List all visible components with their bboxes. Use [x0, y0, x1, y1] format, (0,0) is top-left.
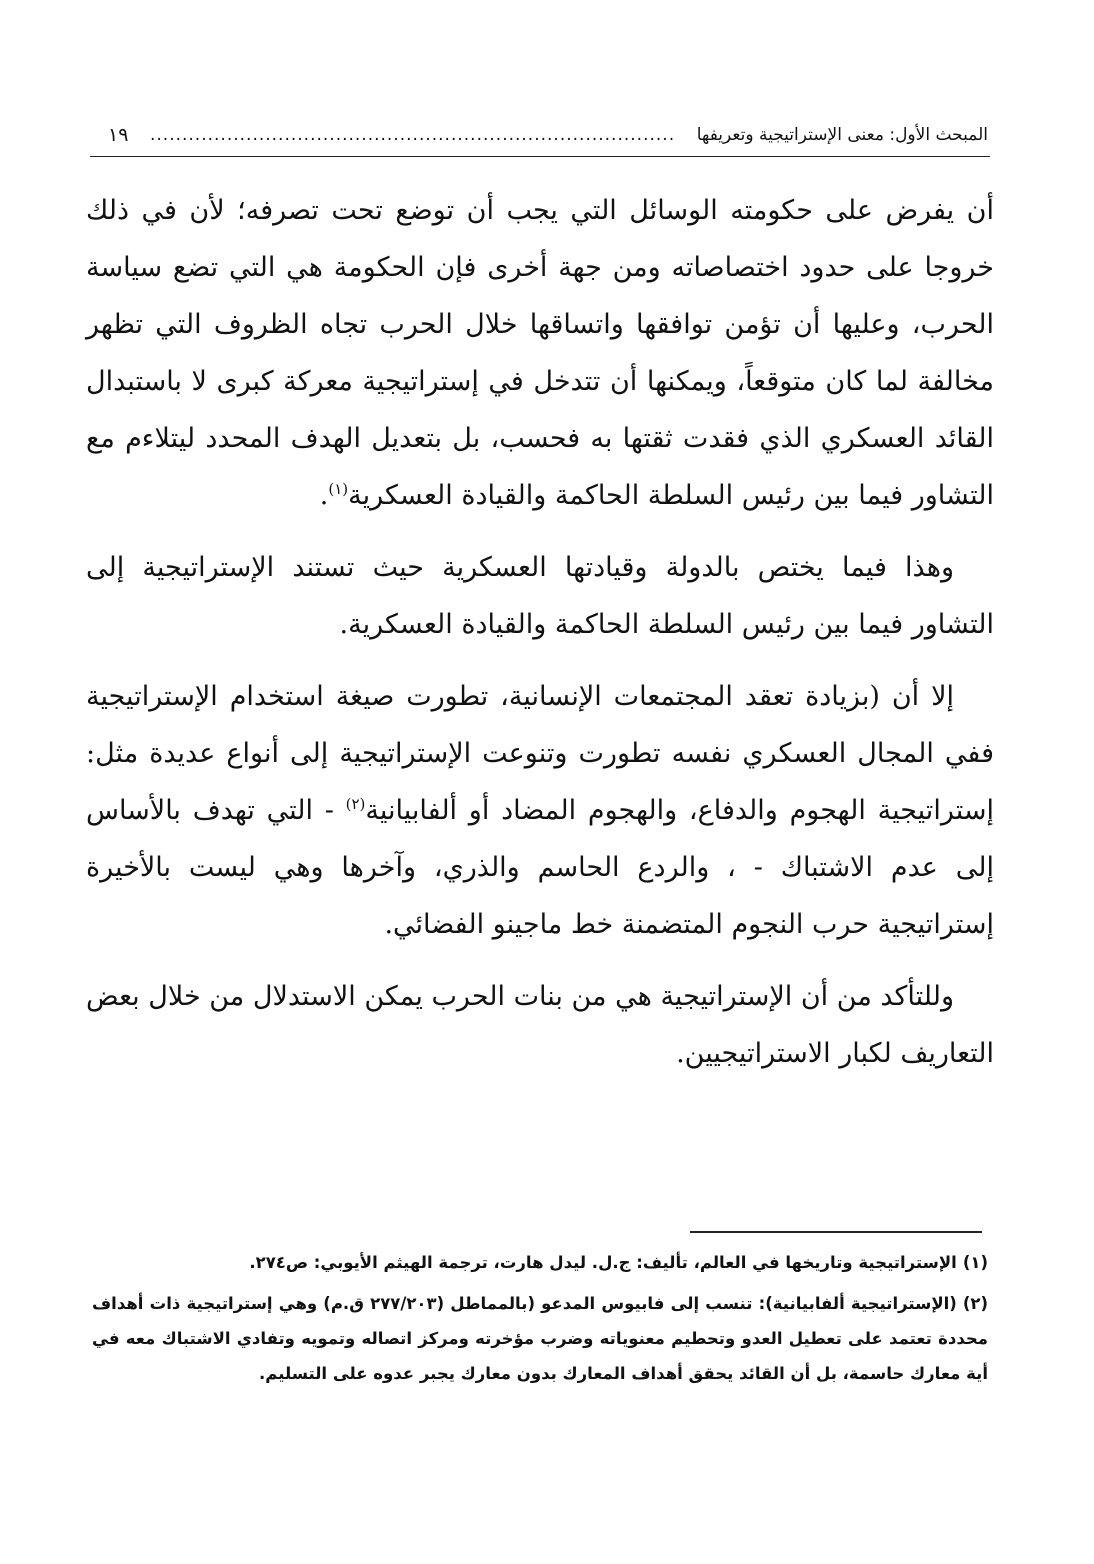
footnote-ref-2[interactable]: (٢)	[345, 795, 366, 813]
footnote-1	[92, 1245, 988, 1280]
paragraph-1	[86, 182, 994, 524]
paragraph-3-text-b: - التي تهدف بالأساس إلى عدم الاشتباك - ، والردع الحاسم والذري، وآخرها وهي ليست بالأخيرة إستراتيجية حرب النجوم المتضمنة خط ماجينو الفضائي.	[86, 795, 994, 940]
footnote-2-text: (الإستراتيجية ألفابيانية): تنسب إلى فابيوس المدعو (بالمماطل (٢٧٧/٢٠٣ ق.م) وهي	[278, 1294, 957, 1313]
paragraph-1-end: .	[319, 480, 329, 511]
paragraph-3-text-a: إلا أن (بزيادة تعقد المجتمعات الإنسانية، تطورت صيغة استخدام الإستراتيجية ففي المجال العسكري نفسه تطورت وتنوعت الإستراتيجية إلى أنواع عديدة مثل: إستراتيجية الهجوم والدفاع، والهجوم المضاد أو ألفابيانية	[86, 681, 994, 826]
main-text	[86, 182, 994, 1097]
footnote-ref-1[interactable]: (١)	[328, 480, 349, 498]
page-number: ١٩	[108, 124, 129, 146]
paragraph-1-text: أن يفرض على حكومته الوسائل التي يجب أن توضع تحت تصرفه؛ لأن في ذلك خروجا على حدود اختصاصاته ومن جهة أخرى فإن الحكومة هي التي تضع سياسة الحرب، وعليها أن تؤمن توافقها واتساقها خلال الحرب تجاه الظروف التي تظهر مخالفة لما كان متوقعاً، ويمكنها أن تتدخل في إستراتيجية معركة كبرى لا باستبدال القائد العسكري الذي فقدت ثقتها به فحسب، بل بتعديل الهدف المحدد ليتلاءم مع التشاور فيما بين رئيس السلطة الحاكمة والقيادة العسكرية	[86, 195, 994, 511]
running-header	[108, 118, 988, 152]
paragraph-2: وهذا فيما يختص بالدولة وقيادتها العسكرية حيث تستند الإستراتيجية إلى التشاور فيما بين رئيس السلطة الحاكمة والقيادة العسكرية.	[86, 552, 994, 640]
footnote-1-number: (١)	[962, 1253, 988, 1272]
footnote-2-continuation: إستراتيجية ذات أهداف محددة تعتمد على تعطيل العدو وتحطيم معنوياته وضرب مؤخرته ومركز اتصاله وتمويه وتفادي الاشتباك معه في أية معارك حاسمة، بل أن القائد يحقق أهداف المعارك بدون معارك يجبر عدوه على التسليم.	[92, 1294, 988, 1383]
footnotes	[92, 1245, 988, 1397]
leader-dots: ..................................................................................	[149, 125, 676, 145]
header-rule	[90, 156, 990, 157]
footnote-2	[92, 1286, 988, 1391]
footnote-2-number: (٢)	[962, 1294, 989, 1313]
paragraph-3	[86, 668, 994, 953]
chapter-title: المبحث الأول: معنى الإستراتيجية وتعريفها	[696, 125, 988, 145]
footnote-1-text: الإستراتيجية وتاريخها في العالم، تأليف: ج.ل. ليدل هارت، ترجمة الهيثم الأيوبي: ص٢٧٤.	[249, 1253, 957, 1272]
paragraph-4: وللتأكد من أن الإستراتيجية هي من بنات الحرب يمكن الاستدلال من خلال بعض التعاريف لكبار الاستراتيجيين.	[86, 981, 994, 1069]
footnote-separator	[690, 1231, 982, 1233]
